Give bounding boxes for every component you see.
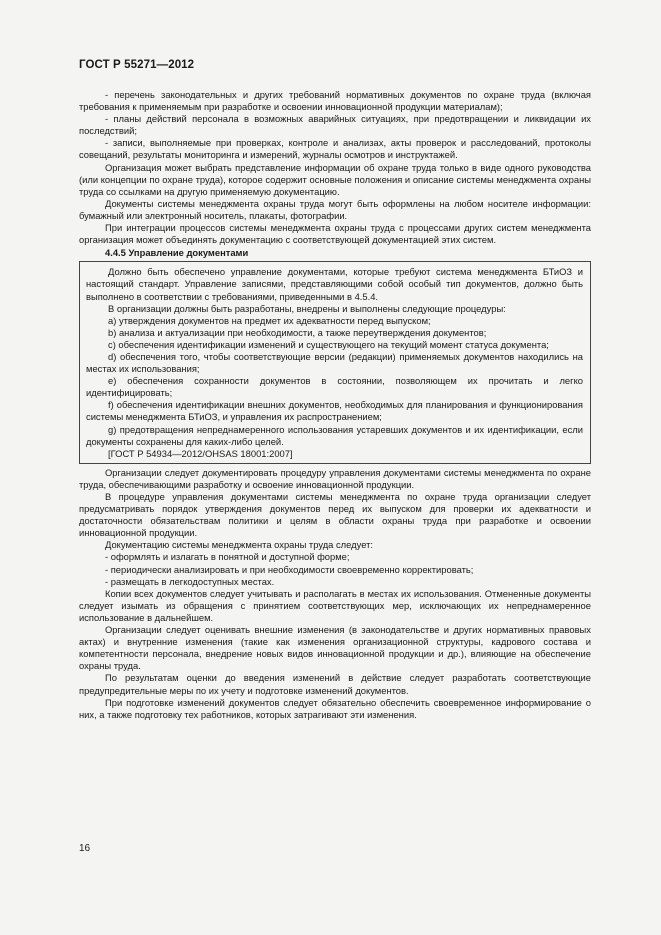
paragraph: Документы системы менеджмента охраны труда могут быть оформлены на любом носителе информации: бумажный или электронный носитель, плакаты, фотографии. [79, 197, 591, 221]
paragraph: При интеграции процессов системы менеджмента охраны труда с процессами других систем менеджмента организация может объединять документацию с соответствующей документацией этих систем. [79, 222, 591, 246]
paragraph: Организации следует документировать процедуру управления документами системы менеджмента по охране труда, обеспечивающими разработку и освоение инновационной продукции. [79, 466, 591, 490]
paragraph: В процедуре управления документами системы менеджмента по охране труда организации следует предусматривать порядок утверждения документов перед их выпуском для проверки их адекватности и достаточности обязательствам политики и целям в области охраны труда при разработке и освоении инновационной продукции. [79, 491, 591, 539]
section-heading: 4.4.5 Управление документами [105, 247, 249, 259]
paragraph: Организации следует оценивать внешние изменения (в законодательстве и других нормативных правовых актах) и внутренние изменения (такие как изменения организационной структуры, кадрового состава и компетентности персонала, внедрение новых видов инновационной продукции и др.), влияющие на обеспечение охраны труда. [79, 624, 591, 672]
paragraph: - перечень законодательных и других требований нормативных документов по охране труда (включая требования к применяемым при разработке и освоении инновационной продукции материалам); [79, 89, 591, 113]
paragraph: Копии всех документов следует учитывать и располагать в местах их использования. Отмененные документы следует изымать из обращения с принятием соответствующих мер, исключающих их непреднамеренное использование в дальнейшем. [79, 587, 591, 623]
box-list-item: f) обеспечения идентификации внешних документов, необходимых для планирования и функционирования системы менеджмента БТиОЗ, и управления их распространением; [86, 399, 583, 423]
box-list-item: e) обеспечения сохранности документов в состоянии, позволяющем их прочитать и легко идентифицировать; [86, 375, 583, 399]
paragraph: Документацию системы менеджмента охраны труда следует: [105, 539, 373, 551]
box-list-item: a) утверждения документов на предмет их адекватности перед выпуском; [108, 314, 431, 326]
page-content [79, 89, 591, 721]
list-item: - размещать в легкодоступных местах. [105, 575, 275, 587]
box-paragraph: Должно быть обеспечено управление документами, которые требуют система менеджмента БТиОЗ и настоящий стандарт. Управление записями, представляющими собой особый тип документов, должно быть выполнено в соответствии с требованиями, приведенными в 4.5.4. [86, 266, 583, 302]
paragraph: - планы действий персонала в возможных аварийных ситуациях, при предотвращении и ликвидации их последствий; [79, 113, 591, 137]
paragraph: Организация может выбрать представление информации об охране труда только в виде одного руководства (или концепции по охране труда), которое содержит основные положения и описание системы менеджмента охраны труда со ссылками на другую применяемую документацию. [79, 161, 591, 197]
box-list-item: c) обеспечения идентификации изменений и существующего на текущий момент статуса документа; [108, 338, 549, 350]
box-paragraph: В организации должны быть разработаны, внедрены и выполнены следующие процедуры: [108, 302, 506, 314]
box-list-item: b) анализа и актуализации при необходимости, а также переутверждения документов; [108, 326, 487, 338]
paragraph: - записи, выполняемые при проверках, контроле и анализах, акты проверок и расследований, протоколы совещаний, результаты мониторинга и измерений, журналы осмотров и инструктажей. [79, 137, 591, 161]
box-reference: [ГОСТ Р 54934—2012/OHSAS 18001:2007] [108, 447, 293, 459]
list-item: - оформлять и излагать в понятной и доступной форме; [105, 551, 350, 563]
paragraph: При подготовке изменений документов следует обязательно обеспечить своевременное информирование о них, а также подготовку тех работников, которых затрагивают эти изменения. [79, 696, 591, 720]
box-list-item: g) предотвращения непреднамеренного использования устаревших документов и их идентификации, если документы сохранены для каких-либо целей. [86, 423, 583, 447]
quoted-standard-box [79, 261, 591, 464]
box-list-item: d) обеспечения того, чтобы соответствующие версии (редакции) применяемых документов находились на местах их использования; [86, 350, 583, 375]
list-item: - периодически анализировать и при необходимости своевременно корректировать; [105, 563, 474, 575]
paragraph: По результатам оценки до введения изменений в действие следует разработать соответствующие предупредительные меры по их учету и подготовке изменений документов. [79, 672, 591, 696]
page-number: 16 [79, 843, 91, 854]
document-id-header: ГОСТ Р 55271—2012 [79, 59, 195, 71]
